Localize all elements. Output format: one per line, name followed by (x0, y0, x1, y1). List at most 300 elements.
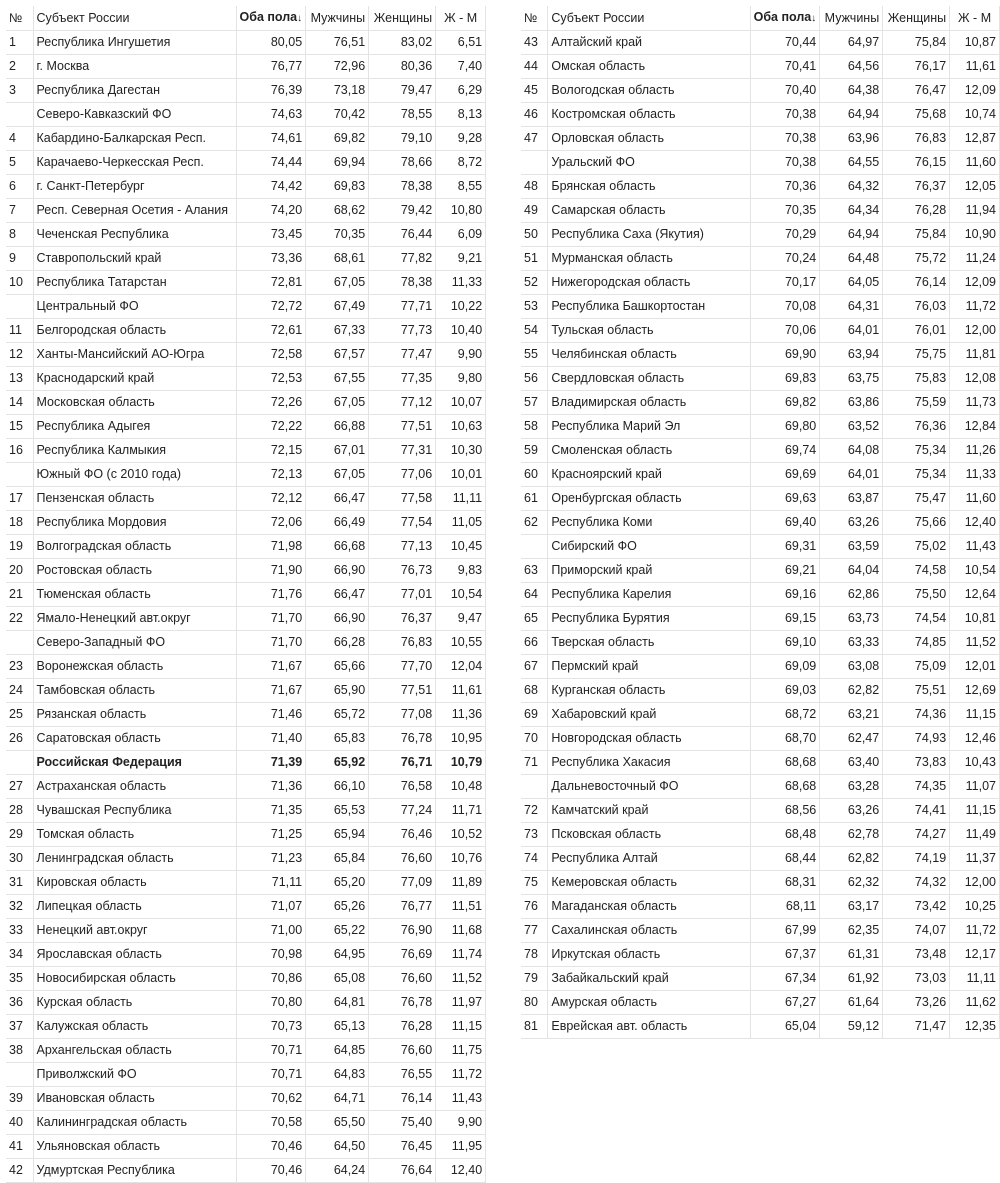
women-value: 79,10 (369, 127, 436, 151)
row-number: 41 (6, 1135, 33, 1159)
subject-name: Приморский край (548, 559, 750, 583)
table-row (6, 535, 486, 559)
subject-name: Республика Дагестан (33, 79, 236, 103)
table-row (6, 919, 486, 943)
men-value: 63,40 (820, 751, 883, 775)
header-row (6, 6, 486, 31)
men-value: 63,73 (820, 607, 883, 631)
table-row (6, 1039, 486, 1063)
men-value: 70,35 (306, 223, 369, 247)
table-row (6, 655, 486, 679)
women-value: 73,83 (883, 751, 950, 775)
subject-name: Магаданская область (548, 895, 750, 919)
subject-name: Орловская область (548, 127, 750, 151)
both-sexes-value: 71,36 (236, 775, 306, 799)
both-sexes-value: 72,22 (236, 415, 306, 439)
both-sexes-value: 71,76 (236, 583, 306, 607)
subject-name: Республика Мордовия (33, 511, 236, 535)
row-number (521, 535, 548, 559)
men-value: 63,21 (820, 703, 883, 727)
subject-name: Приволжский ФО (33, 1063, 236, 1087)
women-value: 78,55 (369, 103, 436, 127)
men-value: 65,08 (306, 967, 369, 991)
difference-value: 11,95 (436, 1135, 486, 1159)
row-number: 63 (521, 559, 548, 583)
table-row (521, 439, 1000, 463)
table-row (521, 967, 1000, 991)
men-value: 67,57 (306, 343, 369, 367)
row-number: 60 (521, 463, 548, 487)
table-row (6, 967, 486, 991)
women-value: 74,27 (883, 823, 950, 847)
subject-name: Калужская область (33, 1015, 236, 1039)
women-value: 77,47 (369, 343, 436, 367)
both-sexes-value: 69,03 (750, 679, 820, 703)
subject-name: Ставропольский край (33, 247, 236, 271)
men-value: 67,05 (306, 271, 369, 295)
women-value: 75,84 (883, 31, 950, 55)
difference-value: 11,89 (436, 871, 486, 895)
men-value: 64,24 (306, 1159, 369, 1183)
women-value: 75,83 (883, 367, 950, 391)
both-sexes-value: 68,68 (750, 751, 820, 775)
difference-value: 11,33 (950, 463, 1000, 487)
difference-value: 9,83 (436, 559, 486, 583)
men-value: 65,53 (306, 799, 369, 823)
women-value: 76,83 (369, 631, 436, 655)
women-value: 75,34 (883, 463, 950, 487)
women-value: 76,83 (883, 127, 950, 151)
table-row (521, 199, 1000, 223)
women-value: 76,14 (883, 271, 950, 295)
difference-value: 11,24 (950, 247, 1000, 271)
row-number: 17 (6, 487, 33, 511)
row-number: 5 (6, 151, 33, 175)
row-number: 55 (521, 343, 548, 367)
subject-name: Чувашская Республика (33, 799, 236, 823)
subject-name: Южный ФО (с 2010 года) (33, 463, 236, 487)
both-sexes-value: 67,27 (750, 991, 820, 1015)
women-value: 76,60 (369, 847, 436, 871)
difference-value: 6,09 (436, 223, 486, 247)
subject-name: Липецкая область (33, 895, 236, 919)
row-number: 67 (521, 655, 548, 679)
women-value: 77,13 (369, 535, 436, 559)
both-sexes-value: 69,16 (750, 583, 820, 607)
sort-down-icon: ↓ (297, 13, 303, 24)
both-sexes-value: 70,44 (750, 31, 820, 55)
table-row (6, 439, 486, 463)
difference-value: 10,74 (950, 103, 1000, 127)
subject-name: г. Москва (33, 55, 236, 79)
difference-value: 10,76 (436, 847, 486, 871)
subject-name: Новосибирская область (33, 967, 236, 991)
row-number: 49 (521, 199, 548, 223)
men-value: 63,33 (820, 631, 883, 655)
left-table (6, 6, 486, 1183)
both-sexes-value: 80,05 (236, 31, 306, 55)
subject-name: Псковская область (548, 823, 750, 847)
both-sexes-value: 68,31 (750, 871, 820, 895)
subject-name: Республика Адыгея (33, 415, 236, 439)
women-value: 77,73 (369, 319, 436, 343)
both-sexes-value: 69,21 (750, 559, 820, 583)
men-value: 66,68 (306, 535, 369, 559)
table-row (521, 367, 1000, 391)
both-sexes-value: 72,81 (236, 271, 306, 295)
women-value: 76,64 (369, 1159, 436, 1183)
table-row (6, 583, 486, 607)
men-value: 70,42 (306, 103, 369, 127)
row-number: 36 (6, 991, 33, 1015)
subject-name: Московская область (33, 391, 236, 415)
subject-name: Краснодарский край (33, 367, 236, 391)
row-number (6, 295, 33, 319)
men-value: 64,94 (820, 103, 883, 127)
women-value: 75,47 (883, 487, 950, 511)
difference-value: 12,05 (950, 175, 1000, 199)
row-number: 80 (521, 991, 548, 1015)
row-number: 71 (521, 751, 548, 775)
header-both-label: Оба пола (753, 10, 812, 24)
both-sexes-value: 69,83 (750, 367, 820, 391)
both-sexes-value: 68,56 (750, 799, 820, 823)
table-row (521, 487, 1000, 511)
both-sexes-value: 70,71 (236, 1039, 306, 1063)
subject-name: Ханты-Мансийский АО-Югра (33, 343, 236, 367)
subject-name: Респ. Северная Осетия - Алания (33, 199, 236, 223)
both-sexes-value: 70,38 (750, 127, 820, 151)
both-sexes-value: 71,90 (236, 559, 306, 583)
women-value: 74,41 (883, 799, 950, 823)
women-value: 75,75 (883, 343, 950, 367)
row-number: 39 (6, 1087, 33, 1111)
men-value: 65,83 (306, 727, 369, 751)
women-value: 77,06 (369, 463, 436, 487)
header-diff[interactable]: Ж - М (436, 6, 486, 31)
difference-value: 12,00 (950, 319, 1000, 343)
men-value: 67,01 (306, 439, 369, 463)
both-sexes-value: 68,72 (750, 703, 820, 727)
women-value: 75,68 (883, 103, 950, 127)
both-sexes-value: 72,72 (236, 295, 306, 319)
table-row (6, 1087, 486, 1111)
subject-name: Амурская область (548, 991, 750, 1015)
table-row (521, 727, 1000, 751)
difference-value: 10,52 (436, 823, 486, 847)
women-value: 75,50 (883, 583, 950, 607)
women-value: 73,03 (883, 967, 950, 991)
women-value: 80,36 (369, 55, 436, 79)
table-row (6, 991, 486, 1015)
women-value: 76,45 (369, 1135, 436, 1159)
men-value: 65,26 (306, 895, 369, 919)
both-sexes-value: 69,40 (750, 511, 820, 535)
row-number: 26 (6, 727, 33, 751)
subject-name: Ленинградская область (33, 847, 236, 871)
men-value: 63,17 (820, 895, 883, 919)
women-value: 77,51 (369, 415, 436, 439)
difference-value: 10,79 (436, 751, 486, 775)
women-value: 76,46 (369, 823, 436, 847)
women-value: 79,47 (369, 79, 436, 103)
subject-name: Республика Башкортостан (548, 295, 750, 319)
difference-value: 11,15 (950, 703, 1000, 727)
header-both[interactable] (750, 6, 820, 31)
header-men[interactable]: Мужчины (306, 6, 369, 31)
women-value: 75,66 (883, 511, 950, 535)
difference-value: 11,33 (436, 271, 486, 295)
men-value: 63,75 (820, 367, 883, 391)
subject-name: Костромская область (548, 103, 750, 127)
table-row (6, 1015, 486, 1039)
women-value: 77,35 (369, 367, 436, 391)
both-sexes-value: 71,70 (236, 631, 306, 655)
men-value: 64,34 (820, 199, 883, 223)
row-number: 62 (521, 511, 548, 535)
table-row (521, 799, 1000, 823)
row-number: 51 (521, 247, 548, 271)
table-row (521, 607, 1000, 631)
difference-value: 12,09 (950, 271, 1000, 295)
subject-name: Ненецкий авт.округ (33, 919, 236, 943)
difference-value: 11,72 (950, 295, 1000, 319)
both-sexes-value: 69,82 (750, 391, 820, 415)
men-value: 69,83 (306, 175, 369, 199)
row-number: 34 (6, 943, 33, 967)
men-value: 66,49 (306, 511, 369, 535)
table-row (521, 895, 1000, 919)
subject-name: г. Санкт-Петербург (33, 175, 236, 199)
table-row (521, 991, 1000, 1015)
header-no[interactable]: № (521, 6, 548, 31)
men-value: 62,47 (820, 727, 883, 751)
men-value: 64,08 (820, 439, 883, 463)
men-value: 67,33 (306, 319, 369, 343)
table-row (6, 271, 486, 295)
men-value: 66,90 (306, 559, 369, 583)
table-row (6, 295, 486, 319)
subject-name: Вологодская область (548, 79, 750, 103)
difference-value: 11,51 (436, 895, 486, 919)
difference-value: 9,47 (436, 607, 486, 631)
women-value: 74,07 (883, 919, 950, 943)
both-sexes-value: 70,46 (236, 1159, 306, 1183)
table-row (6, 1111, 486, 1135)
both-sexes-value: 71,07 (236, 895, 306, 919)
difference-value: 11,43 (436, 1087, 486, 1111)
left-table-body (6, 31, 486, 1183)
men-value: 64,05 (820, 271, 883, 295)
women-value: 77,12 (369, 391, 436, 415)
subject-name: Смоленская область (548, 439, 750, 463)
row-number: 38 (6, 1039, 33, 1063)
row-number: 69 (521, 703, 548, 727)
difference-value: 12,40 (436, 1159, 486, 1183)
both-sexes-value: 65,04 (750, 1015, 820, 1039)
table-row (6, 703, 486, 727)
subject-name: Алтайский край (548, 31, 750, 55)
difference-value: 12,87 (950, 127, 1000, 151)
both-sexes-value: 70,40 (750, 79, 820, 103)
both-sexes-value: 73,45 (236, 223, 306, 247)
women-value: 75,40 (369, 1111, 436, 1135)
both-sexes-value: 70,41 (750, 55, 820, 79)
subject-name: Курская область (33, 991, 236, 1015)
difference-value: 11,74 (436, 943, 486, 967)
row-number: 31 (6, 871, 33, 895)
subject-name: Кабардино-Балкарская Респ. (33, 127, 236, 151)
subject-name: Республика Калмыкия (33, 439, 236, 463)
row-number: 2 (6, 55, 33, 79)
men-value: 68,62 (306, 199, 369, 223)
men-value: 64,38 (820, 79, 883, 103)
table-row (521, 79, 1000, 103)
difference-value: 11,52 (950, 631, 1000, 655)
men-value: 65,66 (306, 655, 369, 679)
subject-name: Воронежская область (33, 655, 236, 679)
table-row (6, 871, 486, 895)
both-sexes-value: 68,68 (750, 775, 820, 799)
men-value: 69,94 (306, 151, 369, 175)
both-sexes-value: 70,08 (750, 295, 820, 319)
both-sexes-value: 72,12 (236, 487, 306, 511)
subject-name: Удмуртская Республика (33, 1159, 236, 1183)
subject-name: Карачаево-Черкесская Респ. (33, 151, 236, 175)
header-subject[interactable]: Субъект России (548, 6, 750, 31)
women-value: 78,66 (369, 151, 436, 175)
table-row (6, 943, 486, 967)
row-number: 25 (6, 703, 33, 727)
subject-name: Ростовская область (33, 559, 236, 583)
subject-name: Еврейская авт. область (548, 1015, 750, 1039)
row-number: 24 (6, 679, 33, 703)
difference-value: 12,09 (950, 79, 1000, 103)
header-no[interactable]: № (6, 6, 33, 31)
header-women[interactable]: Женщины (369, 6, 436, 31)
women-value: 76,77 (369, 895, 436, 919)
table-row (6, 79, 486, 103)
men-value: 63,26 (820, 511, 883, 535)
table-row (521, 463, 1000, 487)
both-sexes-value: 70,62 (236, 1087, 306, 1111)
men-value: 66,90 (306, 607, 369, 631)
women-value: 77,51 (369, 679, 436, 703)
women-value: 76,71 (369, 751, 436, 775)
difference-value: 10,54 (950, 559, 1000, 583)
difference-value: 11,61 (436, 679, 486, 703)
women-value: 76,37 (369, 607, 436, 631)
both-sexes-value: 72,13 (236, 463, 306, 487)
difference-value: 12,40 (950, 511, 1000, 535)
table-row (6, 367, 486, 391)
difference-value: 11,71 (436, 799, 486, 823)
difference-value: 10,81 (950, 607, 1000, 631)
men-value: 64,71 (306, 1087, 369, 1111)
subject-name: Брянская область (548, 175, 750, 199)
subject-name: Тульская область (548, 319, 750, 343)
both-sexes-value: 69,90 (750, 343, 820, 367)
women-value: 77,08 (369, 703, 436, 727)
table-row (521, 823, 1000, 847)
subject-name: Нижегородская область (548, 271, 750, 295)
subject-name: Иркутская область (548, 943, 750, 967)
difference-value: 11,62 (950, 991, 1000, 1015)
subject-name: Саратовская область (33, 727, 236, 751)
men-value: 64,95 (306, 943, 369, 967)
both-sexes-value: 71,40 (236, 727, 306, 751)
header-diff[interactable]: Ж - М (950, 6, 1000, 31)
difference-value: 10,95 (436, 727, 486, 751)
both-sexes-value: 71,23 (236, 847, 306, 871)
table-row (521, 151, 1000, 175)
row-number: 9 (6, 247, 33, 271)
women-value: 83,02 (369, 31, 436, 55)
row-number (6, 103, 33, 127)
row-number: 59 (521, 439, 548, 463)
row-number: 44 (521, 55, 548, 79)
women-value: 76,60 (369, 1039, 436, 1063)
men-value: 65,22 (306, 919, 369, 943)
subject-name: Северо-Западный ФО (33, 631, 236, 655)
row-number: 20 (6, 559, 33, 583)
table-row (6, 463, 486, 487)
both-sexes-value: 67,99 (750, 919, 820, 943)
men-value: 64,56 (820, 55, 883, 79)
header-men[interactable]: Мужчины (820, 6, 883, 31)
both-sexes-value: 70,80 (236, 991, 306, 1015)
women-value: 76,17 (883, 55, 950, 79)
row-number: 8 (6, 223, 33, 247)
row-number: 22 (6, 607, 33, 631)
row-number: 10 (6, 271, 33, 295)
women-value: 75,51 (883, 679, 950, 703)
both-sexes-value: 69,09 (750, 655, 820, 679)
both-sexes-value: 71,00 (236, 919, 306, 943)
table-row (6, 679, 486, 703)
difference-value: 11,68 (436, 919, 486, 943)
header-both[interactable] (236, 6, 306, 31)
subject-name: Тверская область (548, 631, 750, 655)
table-row (521, 223, 1000, 247)
difference-value: 12,08 (950, 367, 1000, 391)
table-row (6, 799, 486, 823)
subject-name: Республика Алтай (548, 847, 750, 871)
difference-value: 11,36 (436, 703, 486, 727)
header-subject[interactable]: Субъект России (33, 6, 236, 31)
table-row (6, 31, 486, 55)
women-value: 75,02 (883, 535, 950, 559)
row-number: 50 (521, 223, 548, 247)
subject-name: Забайкальский край (548, 967, 750, 991)
women-value: 78,38 (369, 175, 436, 199)
header-women[interactable]: Женщины (883, 6, 950, 31)
men-value: 64,01 (820, 319, 883, 343)
subject-name: Красноярский край (548, 463, 750, 487)
table-row (521, 127, 1000, 151)
women-value: 76,28 (369, 1015, 436, 1039)
both-sexes-value: 71,46 (236, 703, 306, 727)
difference-value: 10,80 (436, 199, 486, 223)
table-row (521, 1015, 1000, 1039)
difference-value: 6,51 (436, 31, 486, 55)
table-row (6, 127, 486, 151)
row-number: 42 (6, 1159, 33, 1183)
subject-name: Северо-Кавказский ФО (33, 103, 236, 127)
men-value: 64,01 (820, 463, 883, 487)
difference-value: 10,43 (950, 751, 1000, 775)
difference-value: 9,90 (436, 343, 486, 367)
